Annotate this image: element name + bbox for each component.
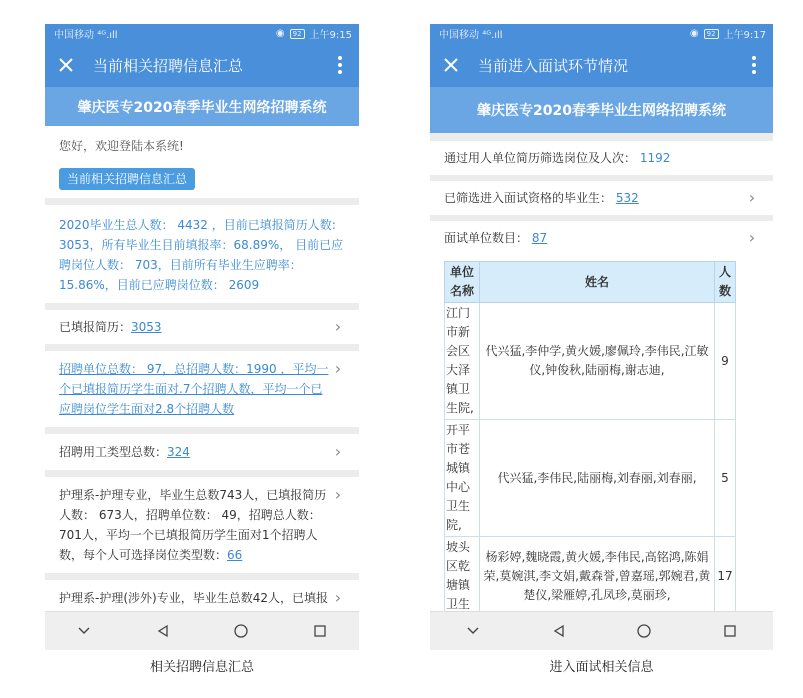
chevron-down-icon[interactable] [453,616,493,646]
stats-card [45,205,359,303]
system-nav-bar [45,611,359,650]
chevron-right-icon: › [334,588,342,607]
more-menu-icon[interactable] [331,54,349,76]
names-cell: 代兴猛,李仲学,黄火媛,廖佩玲,李伟民,江敏仪,钟俊秋,陆丽梅,谢志迪, [480,303,715,420]
filled-resume-row[interactable] [45,310,359,344]
names-cell: 代兴猛,李伟民,陆丽梅,刘春丽,刘春丽, [480,420,715,537]
nursing-major-link[interactable]: 66 [227,548,243,562]
job-type-row[interactable] [45,434,359,470]
column-header-unit: 单位名称 [445,262,480,303]
selected-graduates-row[interactable] [430,181,773,215]
home-icon[interactable] [624,616,664,646]
system-banner: 肇庆医专2020春季毕业生网络招聘系统 [430,87,773,133]
count-cell: 17 [715,537,736,616]
system-nav-bar [430,611,773,650]
table-row [445,537,736,616]
interview-units-link[interactable]: 87 [531,231,548,245]
foreign-nursing-text: 护理系-护理(涉外)专业，毕业生总数42人，已填报 [59,591,328,605]
app-bar [45,43,359,87]
recents-icon[interactable] [710,616,750,646]
welcome-card [45,126,359,198]
chevron-right-icon: › [748,228,756,247]
filled-resume-link[interactable]: 3053 [131,320,162,334]
nursing-major-row[interactable] [45,477,359,573]
app-bar [430,43,773,87]
interview-table [444,261,736,616]
eye-icon: ◉ [689,28,699,39]
back-icon[interactable] [539,616,579,646]
left-caption: 相关招聘信息汇总 [149,660,254,675]
battery-icon: 92 [290,29,305,39]
chevron-right-icon: › [334,317,342,336]
summary-button[interactable]: 当前相关招聘信息汇总 [59,168,195,190]
count-cell: 5 [715,420,736,537]
nursing-major-text: 护理系-护理专业，毕业生总数743人，已填报简历人数： 673人，招聘单位数： 49，招聘总人数：701人，平均一个已填报简历学生面对1个招聘人数，每个人可选择岗位类型数：66 [59,488,327,562]
carrier-label: 中国移动 ⁴ᴳ.ıll [54,30,118,41]
job-type-link[interactable]: 324 [167,445,190,459]
page-title: 当前进入面试环节情况 [478,56,629,75]
unit-cell: 开平市苍城镇中心卫生院, [445,420,480,537]
passed-screening-text: 通过用人单位简历筛选岗位及人次： 1192 [444,151,671,165]
interview-table-card [430,255,773,650]
filled-resume-label: 已填报简历：3053 [59,320,162,334]
column-header-count: 人数 [715,262,736,303]
interview-units-text: 面试单位数目： 87 [444,231,548,245]
recents-icon[interactable] [300,616,340,646]
unit-cell: 坡头区乾塘镇卫生 [445,537,480,616]
status-bar [430,24,773,43]
names-cell: 杨彩婷,魏晓霞,黄火媛,李伟民,高铭鸿,陈娟荣,莫婉淇,李文娟,戴森誉,曾嘉瑶,郭婉君,黄楚仪,梁雁婷,孔凤珍,莫丽珍, [480,537,715,616]
column-header-names: 姓名 [480,262,715,303]
table-header-row [445,262,736,303]
chevron-right-icon: › [334,442,342,461]
interview-units-row[interactable] [430,221,773,255]
status-time: 上午9:17 [723,30,766,41]
chevron-down-icon[interactable] [64,616,104,646]
job-type-label: 招聘用工类型总数：324 [59,445,190,459]
chevron-right-icon: › [334,359,342,378]
page-title: 当前相关招聘信息汇总 [93,56,244,75]
battery-icon: 92 [704,29,719,39]
passed-screening-row [430,141,773,175]
status-time: 上午9:15 [309,30,352,41]
selected-graduates-text: 已筛选进入面试资格的毕业生： 532 [444,191,639,205]
close-icon[interactable] [440,54,462,76]
recruiting-units-row[interactable] [45,351,359,427]
welcome-text: 您好，欢迎登陆本系统! [59,139,184,153]
eye-icon: ◉ [275,28,285,39]
more-menu-icon[interactable] [745,54,763,76]
chevron-right-icon: › [334,485,342,504]
chevron-right-icon: › [748,188,756,207]
carrier-label: 中国移动 ⁴ᴳ.ıll [439,30,503,41]
close-icon[interactable] [55,54,77,76]
status-bar [45,24,359,43]
count-cell: 9 [715,303,736,420]
left-phone-screen [45,24,359,650]
recruiting-units-link[interactable]: 招聘单位总数： 97，总招聘人数：1990 ，平均一个已填报简历学生面对.7个招聘人数，平均一个已应聘岗位学生面对2.8个招聘人数 [59,362,329,416]
system-banner: 肇庆医专2020春季毕业生网络招聘系统 [45,87,359,126]
table-row [445,303,736,420]
passed-screening-value: 1192 [639,151,671,165]
home-icon[interactable] [221,616,261,646]
right-phone-screen [430,24,773,650]
unit-cell: 江门市新会区大泽镇卫生院, [445,303,480,420]
graduate-stats-text: 2020毕业生总人数： 4432 ，目前已填报简历人数: 3053，所有毕业生目前填报率：68.89%， 目前已应聘岗位人数： 703，目前所有毕业生应聘率：15.86%，目前已应聘岗位数： 2609 [59,218,344,292]
back-icon[interactable] [143,616,183,646]
table-row [445,420,736,537]
right-caption: 进入面试相关信息 [549,660,654,675]
selected-graduates-link[interactable]: 532 [615,191,639,205]
